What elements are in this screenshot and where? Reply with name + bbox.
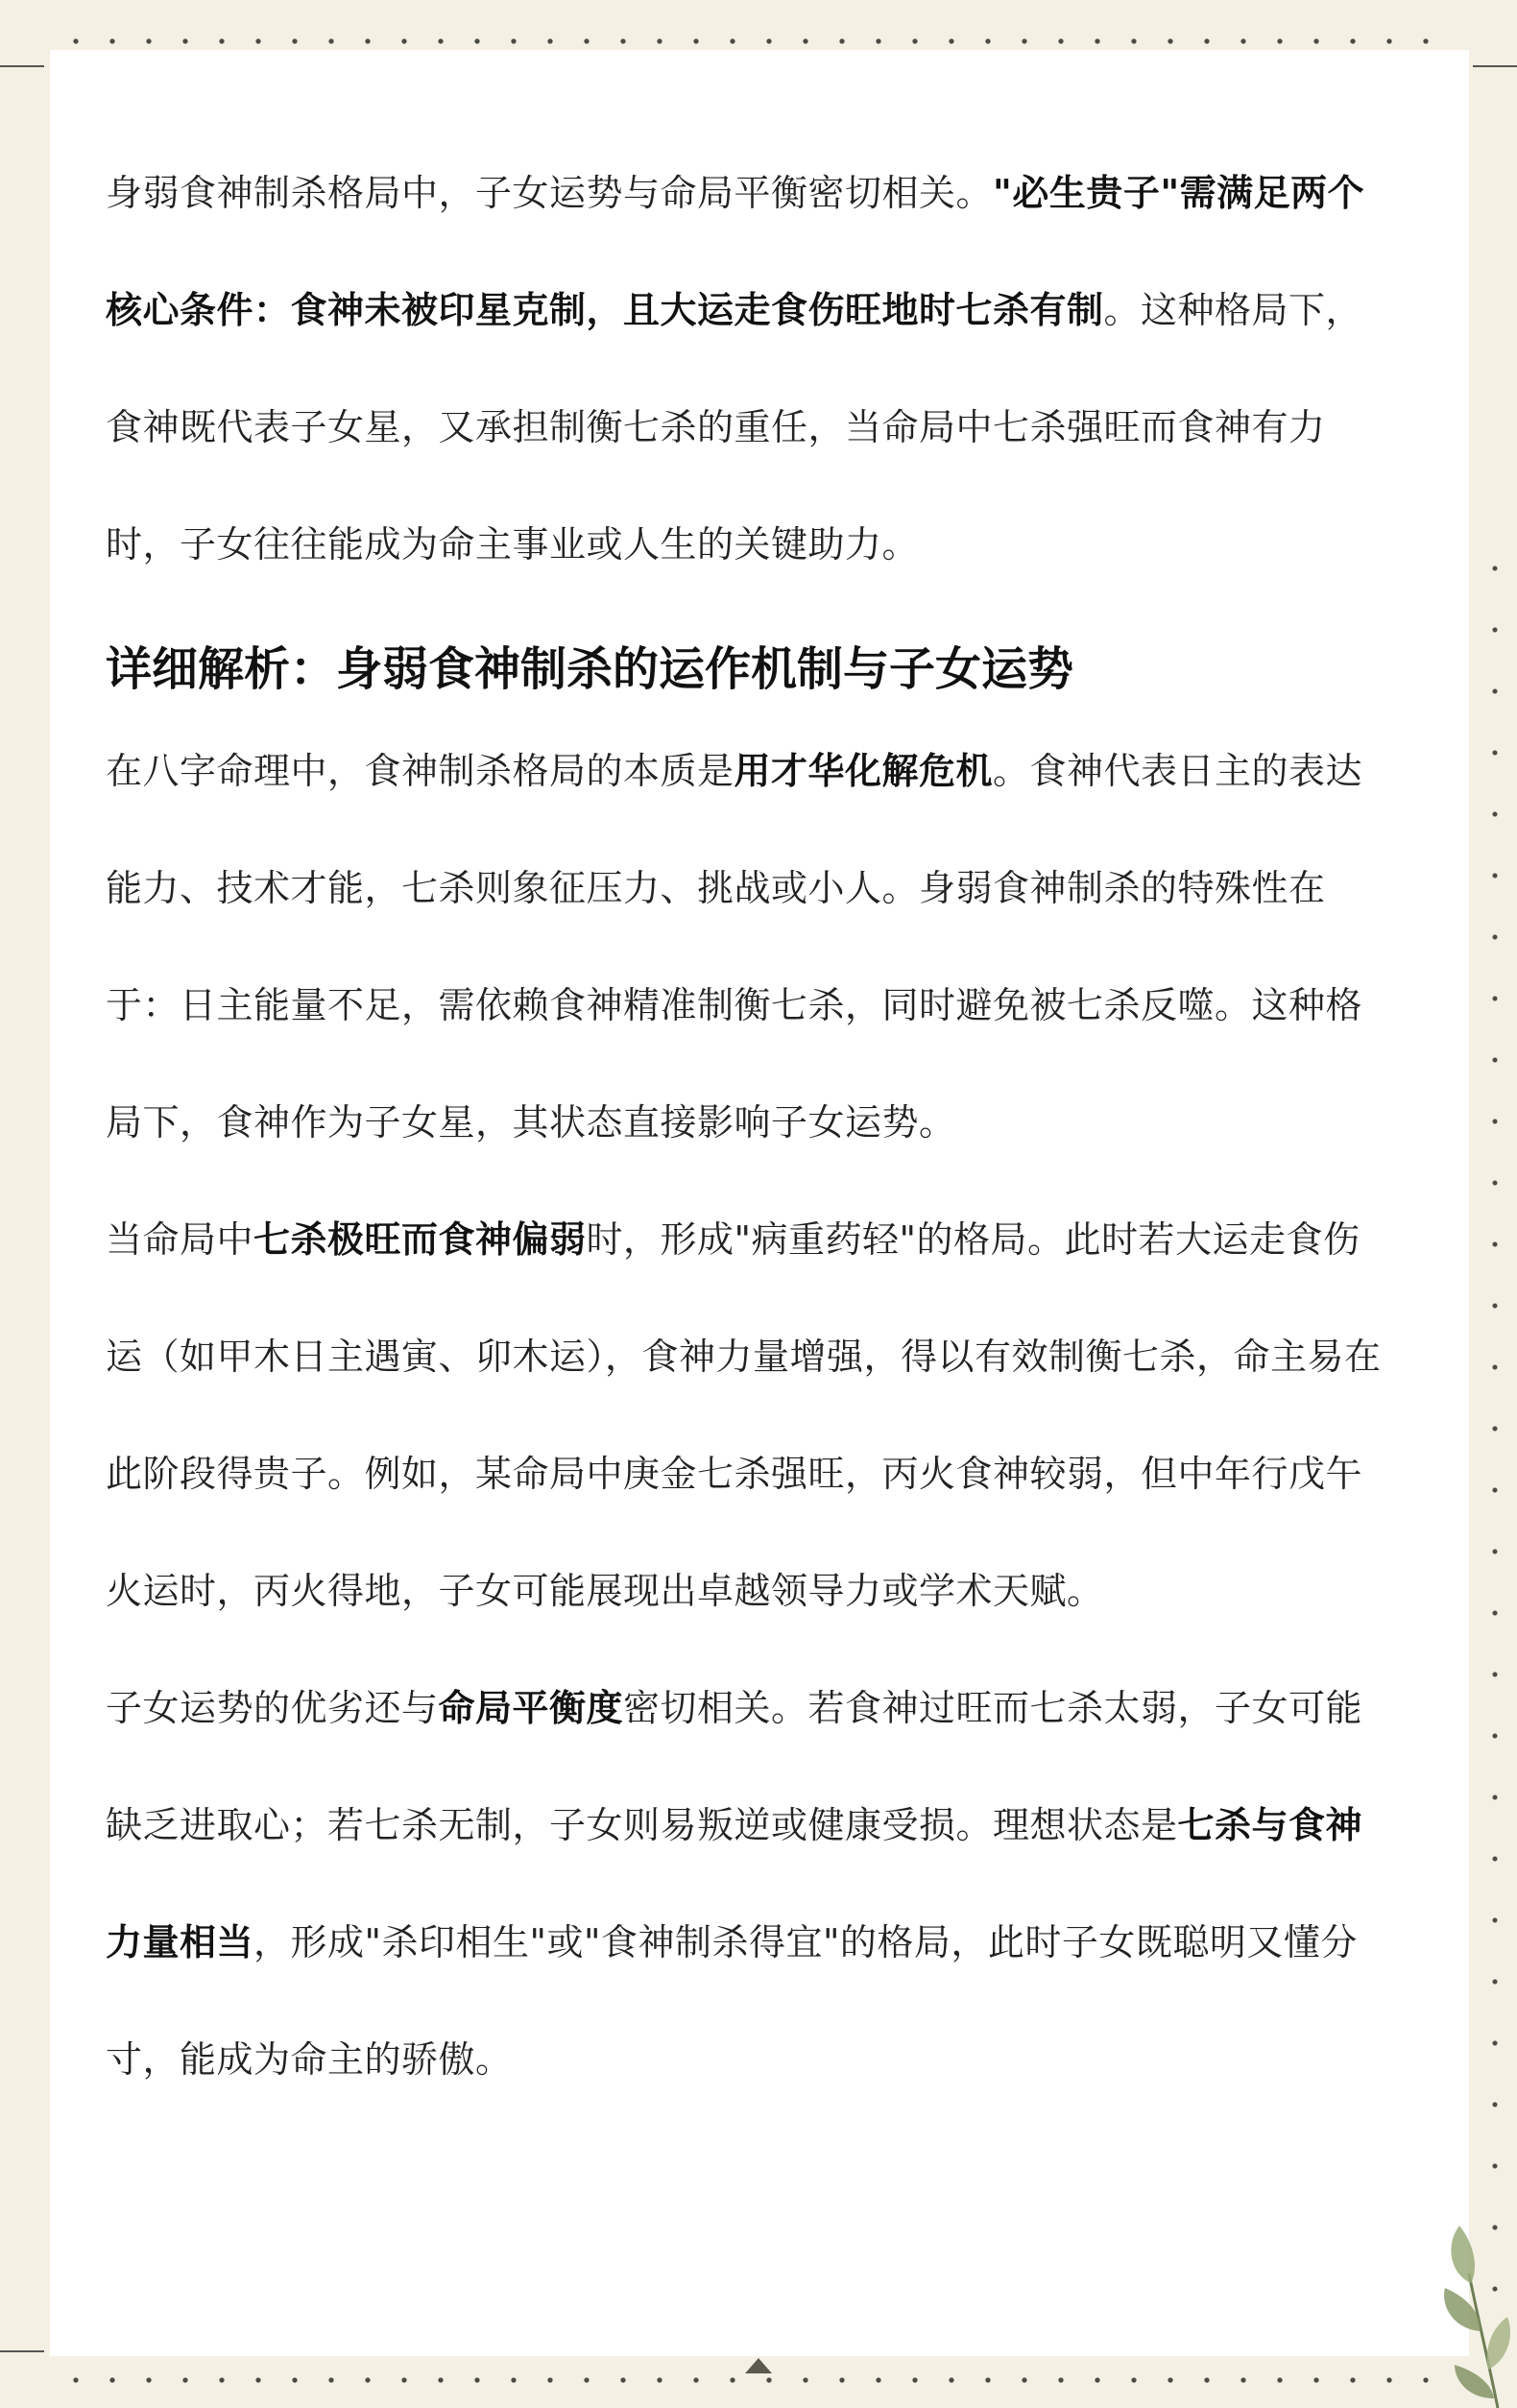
right-dot-border [1490,538,1500,2293]
section-heading: 详细解析：身弱食神制杀的运作机制与子女运势 [106,642,1074,696]
text-run: 。食神代表日主的表达能力、技术才能，七杀则象征压力、挑战或小人。身弱食神制杀的特殊性在于：日主能量不足，需依赖食神精准制衡七杀，同时避免被七杀反噬。这种格局下，食神作为子女星，其状态直接影响子女运势。 [106,750,1363,1144]
text-run: 在八字命理中，食神制杀格局的本质是 [106,750,734,792]
text-run: 密切相关。若食神过旺而七杀太弱，子女可能缺乏进取心；若七杀无制，子女则易叛逆或健康受损。理想状态是 [106,1687,1363,1846]
top-dot-border [58,35,1459,48]
bold-text-run: 七杀极旺而食神偏弱 [253,1218,587,1261]
text-run: 当命局中 [106,1218,254,1261]
paragraph-2 [106,1181,1392,1649]
bottom-dot-border [58,2373,1459,2387]
bold-text-run: 命局平衡度 [438,1687,624,1729]
leaf-decoration-icon [1411,2216,1517,2408]
text-run: 身弱食神制杀格局中，子女运势与命局平衡密切相关。 [106,172,994,214]
paragraph-1 [106,712,1392,1181]
text-run: 子女运势的优劣还与 [106,1687,439,1729]
text-run: ，形成"杀印相生"或"食神制杀得宜"的格局，此时子女既聪明又懂分寸，能成为命主的骄傲。 [106,1921,1358,2081]
bold-text-run: "必生贵子"需满足两个核心条件：食神未被印星克制，且大运走食伤旺地时七杀有制 [106,172,1365,331]
intro-paragraph [106,134,1392,603]
bold-text-run: 用才华化解危机 [734,750,994,792]
article-content [106,134,1392,2118]
triangle-mark [745,2358,772,2373]
corner-line-bottom-left [0,2350,44,2352]
text-run: 。这种格局下，食神既代表子女星，又承担制衡七杀的重任，当命局中七杀强旺而食神有力时，子女往往能成为命主事业或人生的关键助力。 [106,289,1363,566]
bold-text-run: 七杀与食神力量相当 [106,1804,1363,1963]
corner-line-top-left [0,65,44,67]
text-run: 时，形成"病重药轻"的格局。此时若大运走食伤运（如甲木日主遇寅、卯木运），食神力量增强，得以有效制衡七杀，命主易在此阶段得贵子。例如，某命局中庚金七杀强旺，丙火食神较弱，但中年行戊午火运时，丙火得地，子女可能展现出卓越领导力或学术天赋。 [106,1218,1382,1612]
corner-line-top-right [1473,65,1517,67]
paragraph-3 [106,1649,1392,2118]
